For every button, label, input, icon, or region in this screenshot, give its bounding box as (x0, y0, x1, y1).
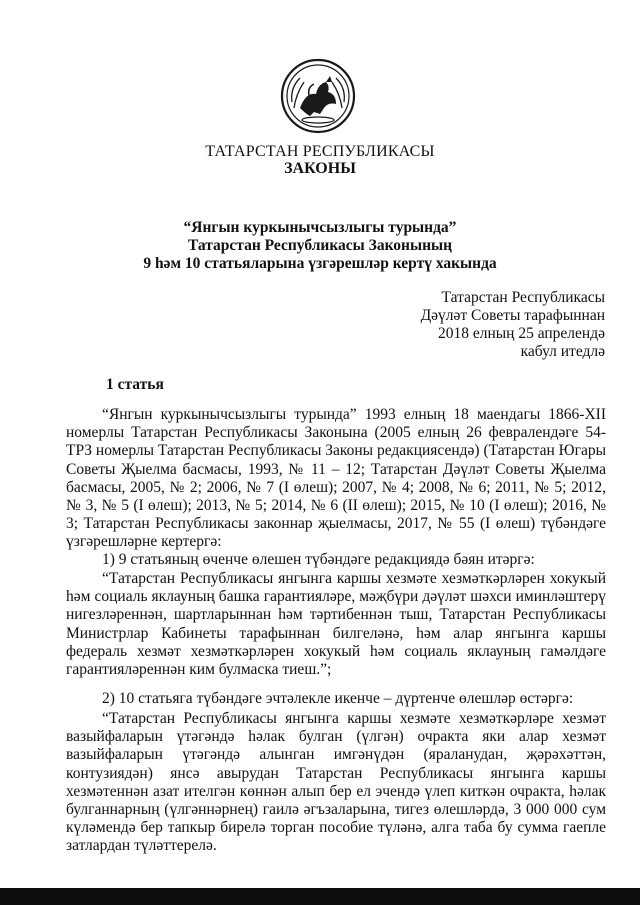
republic-heading: ТАТАРСТАН РЕСПУБЛИКАСЫ (205, 143, 435, 160)
adoption-line-4: кабул итедлә (520, 343, 605, 360)
article-intro-paragraph: “Янгын куркынычсызлыгы турында” 1993 елның 18 маендагы 1866-XII номерлы Татарстан Республикасы Законына (2005 елның 26 февралендәге 54-ТРЗ номерлы Татарстан Республикасы Законы редакциясендә) (Татарстан Югары Советы Җыелма басмасы, 1993, № 11 – 12; Татарстан Дәүләт Советы Җыелма басмасы, 2005, № 2; 2006, № 7 (I өлеш); 2007, № 4; 2008, № 6; 2011, № 5; 2012, № 3, № 5 (I өлеш); 2013, № 5; 2014, № 6 (II өлеш); 2015, № 10 (I өлеш); 2016, № 3; Татарстан Республикасы законнар җыелмасы, 2017, № 55 (I өлеш) түбәндәге үзгәрешләрне кертергә: (66, 406, 606, 551)
item-2-heading: 2) 10 статьяга түбәндәге эчтәлекле икенче – дүртенче өлешләр өстәргә: (102, 690, 574, 707)
article-heading: 1 статья (106, 376, 164, 393)
law-title-line-2: Татарстан Республикасы Законының (187, 237, 453, 254)
adoption-line-3: 2018 елның 25 апрелендә (437, 325, 605, 342)
item-1-text: “Татарстан Республикасы янгынга каршы хезмәте хезмәткәрләрен хокукый һәм социаль яклауның башка гарантияләре, мәҗбүри дәүләт шәхси иминләштерү нигезләреннән, шартларыннан һәм тәртибеннән тыш, Татарстан Республикасы Министрлар Кабинеты тарафыннан билгеләнә, һәм алар янгынга каршы федераль хезмәт хезмәткәрләрен хокукый һәм социаль яклауның гамәлдәге гарантияләреннән ким булмаска тиеш.”; (66, 570, 606, 679)
coat-of-arms-emblem-icon (280, 58, 356, 134)
adoption-line-2: Дәүләт Советы тарафыннан (420, 307, 605, 324)
scan-bottom-edge (0, 888, 640, 905)
law-title-line-3: 9 һәм 10 статьяларына үзгәрешләр кертү хакында (143, 255, 497, 272)
item-1-heading: 1) 9 статьяның өченче өлешен түбәндәге редакциядә бәян итәргә: (102, 551, 535, 568)
law-title-line-1: “Янгын куркынычсызлыгы турында” (183, 219, 457, 236)
adoption-line-1: Татарстан Республикасы (441, 289, 605, 306)
law-heading: ЗАКОНЫ (284, 160, 356, 177)
item-2-text: “Татарстан Республикасы янгынга каршы хезмәте хезмәткәрләре хезмәт вазыйфаларын үтәгәндә һәлак булган (үлгән) очракта яки алар хезмәт вазыйфаларын үтәгәндә алынган имгәнүдән (яраланудан, җәрәхәттән, контузиядән) янсә авырудан Татарстан Республикасы янгынга каршы хезмәтеннән азат ителгән көннән алып бер ел эчендә үлеп киткән очракта, һәлак булганнарның (үлгәннәрнең) гаилә әгъзаларына, тигез өлешләрдә, 3 000 000 сум күләмендә бер тапкыр бирелә торган пособие түләнә, алга таба бу сумма гаепле затлардан түләттерелә. (66, 710, 606, 855)
